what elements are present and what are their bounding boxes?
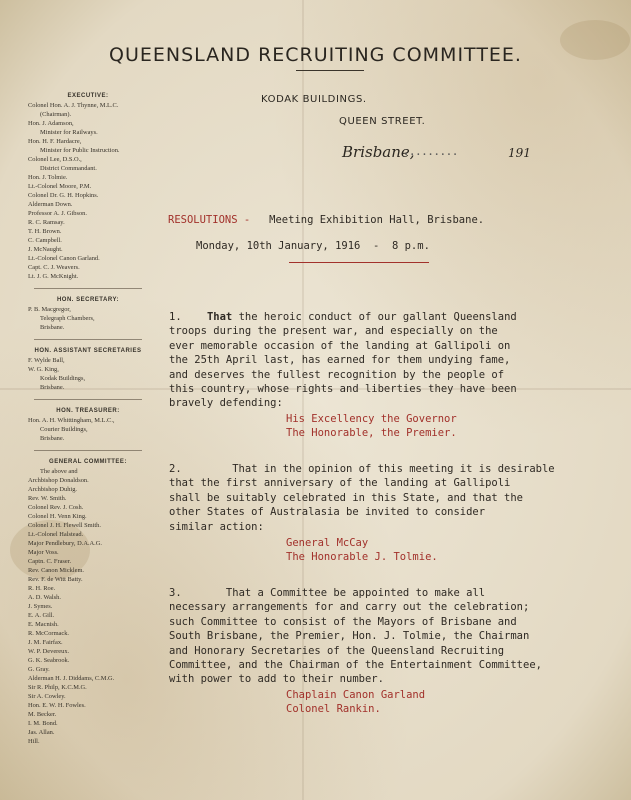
committee-member: Telegraph Chambers, (40, 315, 95, 322)
committee-member: Hon. H. F. Hardacre, (28, 138, 82, 145)
general-committee-heading: GENERAL COMMITTEE: (49, 459, 127, 465)
resolution-2-movers (286, 536, 438, 565)
committee-member: Brisbane. (40, 324, 65, 331)
resolution-line: necessary arrangements for and carry out the celebration; (169, 601, 530, 614)
committee-member: Colonel Rev. J. Cosh. (28, 504, 84, 511)
committee-member: R. H. Roe. (28, 585, 56, 592)
resolution-line: and Honorary Secretaries of the Queensland Recruiting (169, 644, 505, 657)
resolution-1 (169, 310, 517, 411)
assistant-secretaries-list (28, 356, 148, 392)
city-name: Brisbane, (342, 143, 415, 161)
resolution-line: ever memorable occasion of the landing at Gallipoli on (169, 339, 511, 352)
meeting-date: Monday, 10th January, 1916 - 8 p.m. (196, 240, 430, 252)
title-underline (296, 70, 364, 71)
letterhead-title: QUEENSLAND RECRUITING COMMITTEE. (109, 44, 522, 66)
committee-member: Courier Buildings, (40, 426, 88, 433)
resolution-first-line: That in the opinion of this meeting it is desirable (232, 463, 555, 475)
committee-member: Hill. (28, 738, 40, 745)
committee-member: Lt.-Colonel Moore, P.M. (28, 183, 92, 190)
mover: Chaplain Canon Garland (286, 689, 426, 701)
committee-member: Rev. W. Smith. (28, 495, 67, 502)
resolution-line: with power to add to their number. (169, 673, 384, 686)
resolution-2 (169, 462, 555, 534)
committee-member: W. G. King, (28, 366, 59, 373)
committee-member: Captn. C. Fraser. (28, 558, 72, 565)
executive-list (28, 101, 148, 281)
divider (34, 339, 142, 340)
resolution-3-movers (286, 688, 425, 717)
committee-member: Colonel Hon. A. J. Thynne, M.L.C. (28, 102, 119, 109)
committee-member: Professor A. J. Gibson. (28, 210, 87, 217)
committee-member: G. Gray. (28, 666, 50, 673)
committee-member: Minister for Public Instruction. (40, 147, 120, 154)
address-line-1: KODAK BUILDINGS. (261, 94, 367, 105)
committee-member: Lt.-Colonel Canon Garland. (28, 255, 100, 262)
committee-member: Alderman Down. (28, 201, 73, 208)
secretary-heading: HON. SECRETARY: (56, 297, 120, 303)
committee-member: M. Becker. (28, 711, 57, 718)
committee-member: The above and (40, 468, 78, 475)
committee-member: Rev. F. de Witt Batty. (28, 576, 83, 583)
committee-member: Jas. Allan. (28, 729, 55, 736)
committee-member: Hon. E. W. H. Fowles. (28, 702, 86, 709)
committee-member: Major Pendlebury, D.A.A.G. (28, 540, 102, 547)
committee-member: R. McCormack. (28, 630, 69, 637)
divider (34, 399, 142, 400)
committee-member: Capt. C. J. Weavers. (28, 264, 80, 271)
committee-member: Minister for Railways. (40, 129, 98, 136)
secretary-list (28, 305, 148, 332)
committee-member: I. M. Bond. (28, 720, 58, 727)
resolutions-heading (168, 214, 484, 226)
committee-member: W. P. Devereux. (28, 648, 70, 655)
committee-member: G. K. Seabrook. (28, 657, 70, 664)
committee-member: Sir A. Cowley. (28, 693, 66, 700)
committee-member: E. Macnish. (28, 621, 59, 628)
committee-member: Colonel J. H. Flewell Smith. (28, 522, 101, 529)
executive-heading: EXECUTIVE: (67, 93, 109, 99)
committee-member: (Chairman). (40, 111, 72, 118)
committee-member: Lt.-Colonel Halstead. (28, 531, 84, 538)
committee-member: Kodak Buildings, (40, 375, 86, 382)
committee-member: Colonel Dr. G. H. Hopkins. (28, 192, 99, 199)
heading-underline (289, 262, 429, 263)
committee-member: Colonel Lee, D.S.O., (28, 156, 82, 163)
resolution-1-movers (286, 412, 457, 441)
committee-member: Lt. J. G. McKnight. (28, 273, 79, 280)
resolution-line: that the first anniversary of the landing at Gallipoli (169, 477, 511, 490)
committee-member: Rev. Canon Micklem. (28, 567, 85, 574)
committee-sidebar (28, 92, 148, 746)
committee-member: Sir R. Philp, K.C.M.G. (28, 684, 87, 691)
committee-member: Archbishop Donaldson. (28, 477, 89, 484)
committee-member: Brisbane. (40, 435, 65, 442)
committee-member: A. D. Walsh. (28, 594, 61, 601)
committee-member: Alderman H. J. Diddams, C.M.G. (28, 675, 115, 682)
resolution-number: 2. (169, 463, 182, 475)
divider (34, 450, 142, 451)
resolution-line: Committee, and the Chairman of the Entertainment Committee, (169, 659, 542, 672)
resolution-number: 1. (169, 311, 182, 323)
committee-member: R. C. Ramsay. (28, 219, 65, 226)
treasurer-heading: HON. TREASURER: (56, 408, 120, 414)
mover: His Excellency the Governor (286, 413, 457, 425)
committee-member: F. Wylde Ball, (28, 357, 65, 364)
resolution-line: this country, whose rights and liberties they have been (169, 383, 517, 396)
resolutions-label: RESOLUTIONS - (168, 214, 251, 226)
committee-member: C. Campbell. (28, 237, 62, 244)
committee-member: T. H. Brown. (28, 228, 62, 235)
resolution-line: the 25th April last, has earned for them undying fame, (169, 354, 511, 367)
seconder: The Honorable J. Tolmie. (286, 551, 438, 564)
resolution-line: South Brisbane, the Premier, Hon. J. Tolmie, the Chairman (169, 630, 530, 643)
resolution-line: troops during the present war, and especially on the (169, 325, 498, 338)
committee-member: J. M. Fairfax. (28, 639, 63, 646)
committee-member: J. Symes. (28, 603, 53, 610)
committee-member: Hon. J. Tolmie. (28, 174, 68, 181)
general-committee-list (28, 467, 148, 746)
address-line-2: QUEEN STREET. (339, 116, 426, 127)
resolution-first-line: the heroic conduct of our gallant Queensland (232, 311, 517, 323)
resolution-3 (169, 586, 542, 687)
resolution-line: such Committee to consist of the Mayors of Brisbane and (169, 615, 517, 628)
committee-member: District Commandant. (40, 165, 97, 172)
resolution-line: other States of Australasia be invited to consider (169, 506, 486, 519)
committee-member: Major Voss. (28, 549, 59, 556)
committee-member: J. McNaught. (28, 246, 63, 253)
assistant-secretaries-heading: HON. ASSISTANT SECRETARIES (34, 348, 142, 354)
committee-member: Hon. A. H. Whittingham, M.L.C., (28, 417, 115, 424)
resolution-number: 3. (169, 587, 182, 599)
committee-member: P. B. Macgregor, (28, 306, 71, 313)
seconder: The Honorable, the Premier. (286, 427, 457, 440)
resolution-line: and deserves the fullest recognition by the people of (169, 368, 505, 381)
resolution-first-line: That a Committee be appointed to make all (225, 587, 486, 599)
committee-member: E. A. Gill. (28, 612, 55, 619)
treasurer-list (28, 416, 148, 443)
divider (34, 288, 142, 289)
mover: General McCay (286, 537, 369, 549)
committee-member: Brisbane. (40, 384, 65, 391)
resolution-line: shall be suitably celebrated in this State, and that the (169, 491, 524, 504)
resolution-line: similar action: (169, 520, 264, 533)
committee-member: Colonel H. Venn King. (28, 513, 87, 520)
year-prefix: 191 (508, 146, 531, 160)
seconder: Colonel Rankin. (286, 703, 381, 716)
committee-member: Hon. J. Adamson, (28, 120, 74, 127)
date-dots: ......... (404, 144, 460, 159)
committee-member: Archbishop Duhig. (28, 486, 77, 493)
resolution-lead: That (206, 311, 233, 323)
resolution-line: bravely defending: (169, 397, 283, 410)
meeting-location: Meeting Exhibition Hall, Brisbane. (269, 214, 485, 226)
